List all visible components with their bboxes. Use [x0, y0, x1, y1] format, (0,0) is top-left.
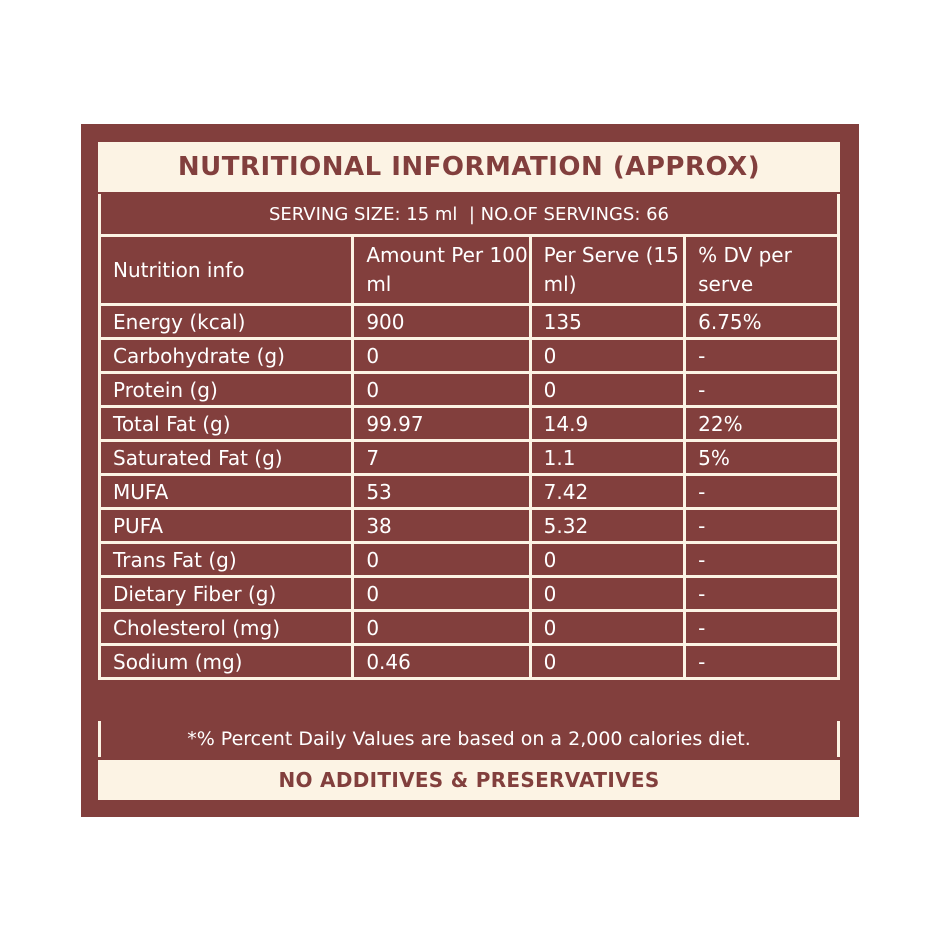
header-per-serve: Per Serve (15 ml) — [530, 236, 684, 305]
per-serve: 0 — [530, 577, 684, 611]
amount-per-100ml: 900 — [353, 305, 530, 339]
per-serve: 14.9 — [530, 407, 684, 441]
dv-per-serve: - — [685, 611, 839, 645]
dv-per-serve: 5% — [685, 441, 839, 475]
nutrient-name: Energy (kcal) — [100, 305, 353, 339]
per-serve: 0 — [530, 339, 684, 373]
amount-per-100ml: 53 — [353, 475, 530, 509]
serving-info: SERVING SIZE: 15 ml | NO.OF SERVINGS: 66 — [98, 194, 840, 234]
nutrition-table — [98, 234, 840, 680]
nutrient-name: Sodium (mg) — [100, 645, 353, 679]
table-row — [100, 645, 839, 679]
table-row — [100, 577, 839, 611]
nutrient-name: Saturated Fat (g) — [100, 441, 353, 475]
table-row — [100, 339, 839, 373]
nutrient-name: Total Fat (g) — [100, 407, 353, 441]
dv-per-serve: - — [685, 543, 839, 577]
per-serve: 0 — [530, 373, 684, 407]
nutrient-name: Trans Fat (g) — [100, 543, 353, 577]
per-serve: 0 — [530, 543, 684, 577]
table-row — [100, 509, 839, 543]
header-dv-per-serve: % DV per serve — [685, 236, 839, 305]
dv-per-serve: - — [685, 339, 839, 373]
amount-per-100ml: 0 — [353, 339, 530, 373]
table-row — [100, 441, 839, 475]
per-serve: 5.32 — [530, 509, 684, 543]
per-serve: 7.42 — [530, 475, 684, 509]
amount-per-100ml: 0 — [353, 611, 530, 645]
dv-per-serve: - — [685, 645, 839, 679]
panel-title: NUTRITIONAL INFORMATION (APPROX) — [98, 142, 840, 192]
amount-per-100ml: 99.97 — [353, 407, 530, 441]
table-row — [100, 305, 839, 339]
amount-per-100ml: 38 — [353, 509, 530, 543]
dv-per-serve: - — [685, 373, 839, 407]
dv-per-serve: - — [685, 577, 839, 611]
per-serve: 135 — [530, 305, 684, 339]
dv-per-serve: 22% — [685, 407, 839, 441]
daily-value-footnote: *% Percent Daily Values are based on a 2,000 calories diet. — [98, 721, 840, 757]
amount-per-100ml: 0 — [353, 373, 530, 407]
bottom-banner: NO ADDITIVES & PRESERVATIVES — [98, 760, 840, 800]
header-nutrition-info: Nutrition info — [100, 236, 353, 305]
nutrient-name: PUFA — [100, 509, 353, 543]
dv-per-serve: - — [685, 509, 839, 543]
amount-per-100ml: 7 — [353, 441, 530, 475]
per-serve: 0 — [530, 611, 684, 645]
table-header-row — [100, 236, 839, 305]
amount-per-100ml: 0 — [353, 543, 530, 577]
table-row — [100, 407, 839, 441]
per-serve: 1.1 — [530, 441, 684, 475]
nutrition-panel — [81, 124, 859, 817]
amount-per-100ml: 0 — [353, 577, 530, 611]
nutrient-name: Protein (g) — [100, 373, 353, 407]
nutrient-name: Cholesterol (mg) — [100, 611, 353, 645]
table-row — [100, 543, 839, 577]
table-row — [100, 475, 839, 509]
amount-per-100ml: 0.46 — [353, 645, 530, 679]
table-row — [100, 611, 839, 645]
header-amount-per-100ml: Amount Per 100 ml — [353, 236, 530, 305]
nutrient-name: MUFA — [100, 475, 353, 509]
per-serve: 0 — [530, 645, 684, 679]
table-row — [100, 373, 839, 407]
dv-per-serve: - — [685, 475, 839, 509]
dv-per-serve: 6.75% — [685, 305, 839, 339]
nutrient-name: Dietary Fiber (g) — [100, 577, 353, 611]
nutrient-name: Carbohydrate (g) — [100, 339, 353, 373]
